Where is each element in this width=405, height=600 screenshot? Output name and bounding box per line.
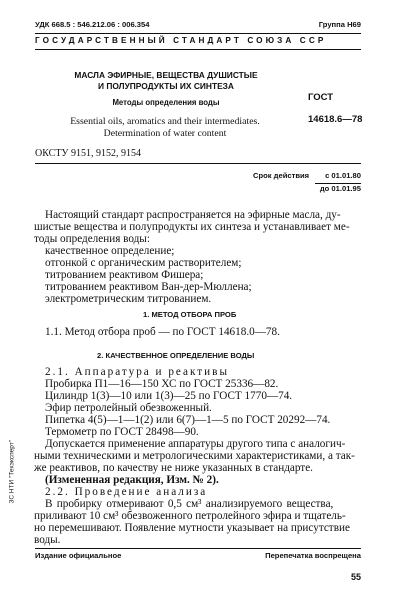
english-title-line2: Determination of water content	[103, 128, 227, 139]
doc-subtitle: Методы определения воды	[112, 98, 220, 107]
analysis-line: В пробирку отмеривают 0,5 см³ анализируемого вещества,	[45, 498, 334, 510]
footer-reprint-prohibited: Перепечатка воспрещена	[265, 551, 361, 560]
analysis-line: воды.	[34, 534, 61, 546]
header-rule-bottom	[35, 49, 361, 50]
doc-title-line1: МАСЛА ЭФИРНЫЕ, ВЕЩЕСТВА ДУШИСТЫЕ	[74, 70, 258, 80]
equivalence-para-line: же реактивов, по качеству не ниже указанных в стандарте.	[34, 462, 313, 474]
apparatus-item: Пробирка П1—16—150 ХС по ГОСТ 25336—82.	[45, 378, 279, 390]
section2-heading: 2. КАЧЕСТВЕННОЕ ОПРЕДЕЛЕНИЕ ВОДЫ	[97, 351, 255, 360]
udk-code: УДК 668.5 : 546.212.06 : 006.354	[35, 20, 150, 29]
header-rule-top	[35, 33, 361, 34]
validity-label: Срок действия	[253, 171, 310, 180]
method-list-item: качественное определение;	[45, 245, 175, 257]
gost-number: 14618.6—78	[308, 114, 363, 125]
side-stamp: ЗС НТИ "Техэксперт"	[8, 439, 16, 504]
apparatus-item: Пипетка 4(5)—1—1(2) или 6(7)—1—5 по ГОСТ 20292—74.	[45, 414, 331, 426]
equivalence-para-line: ными техническими и метрологическими характеристиками, а так-	[34, 450, 355, 462]
okstu-codes: ОКСТУ 9151, 9152, 9154	[35, 148, 142, 159]
method-list-item: титрованием реактивом Ван-дер-Мюллена;	[45, 281, 252, 293]
amendment-note: (Измененная редакция, Изм. № 2).	[45, 474, 219, 486]
page-number: 55	[350, 572, 361, 582]
section1-heading: 1. МЕТОД ОТБОРА ПРОБ	[143, 310, 237, 319]
validity-from: с 01.01.80	[325, 171, 361, 180]
group-code: Группа Н69	[318, 20, 361, 29]
intro-line: Настоящий стандарт распространяется на эфирные масла, ду-	[45, 209, 341, 221]
method-list-item: электрометрическим титрованием.	[45, 293, 212, 305]
gost-label: ГОСТ	[308, 92, 334, 103]
validity-to: до 01.01.95	[319, 184, 361, 193]
intro-line: шистые вещества и полупродукты их синтеза и устанавливает ме-	[34, 221, 350, 233]
method-list-item: титрованием реактивом Фишера;	[45, 269, 204, 281]
footer-rule	[35, 548, 361, 549]
intro-line: тоды определения воды:	[34, 233, 150, 245]
apparatus-item: Эфир петролейный обезвоженный.	[45, 402, 212, 414]
doc-title-line2: И ПОЛУПРОДУКТЫ ИХ СИНТЕЗА	[98, 81, 234, 91]
org-title: ГОСУДАРСТВЕННЫЙ СТАНДАРТ СОЮЗА ССР	[35, 36, 327, 45]
title-rule	[35, 163, 361, 164]
english-title-line1: Essential oils, aromatics and their intermediates.	[70, 116, 260, 127]
analysis-line: но перемешивают. Появление мутности указывает на присутствие	[34, 522, 350, 534]
method-list-item: отгонкой с органическим растворителем;	[45, 257, 242, 269]
subsection-2-2-heading: 2.2. Проведение анализа	[45, 486, 208, 498]
apparatus-item: Термометр по ГОСТ 28498—90.	[45, 426, 199, 438]
section1-text: 1.1. Метод отбора проб — по ГОСТ 14618.0—78.	[45, 326, 280, 338]
analysis-line: приливают 10 см³ обезвоженного петролейного эфира и тщатель-	[34, 510, 346, 522]
footer-official-edition: Издание официальное	[35, 551, 122, 560]
apparatus-item: Цилиндр 1(3)—10 или 1(3)—25 по ГОСТ 1770—74.	[45, 390, 293, 402]
equivalence-para-line: Допускается применение аппаратуры другого типа с аналогич-	[45, 438, 346, 450]
subsection-2-1-heading: 2.1. Аппаратура и реактивы	[45, 366, 229, 378]
